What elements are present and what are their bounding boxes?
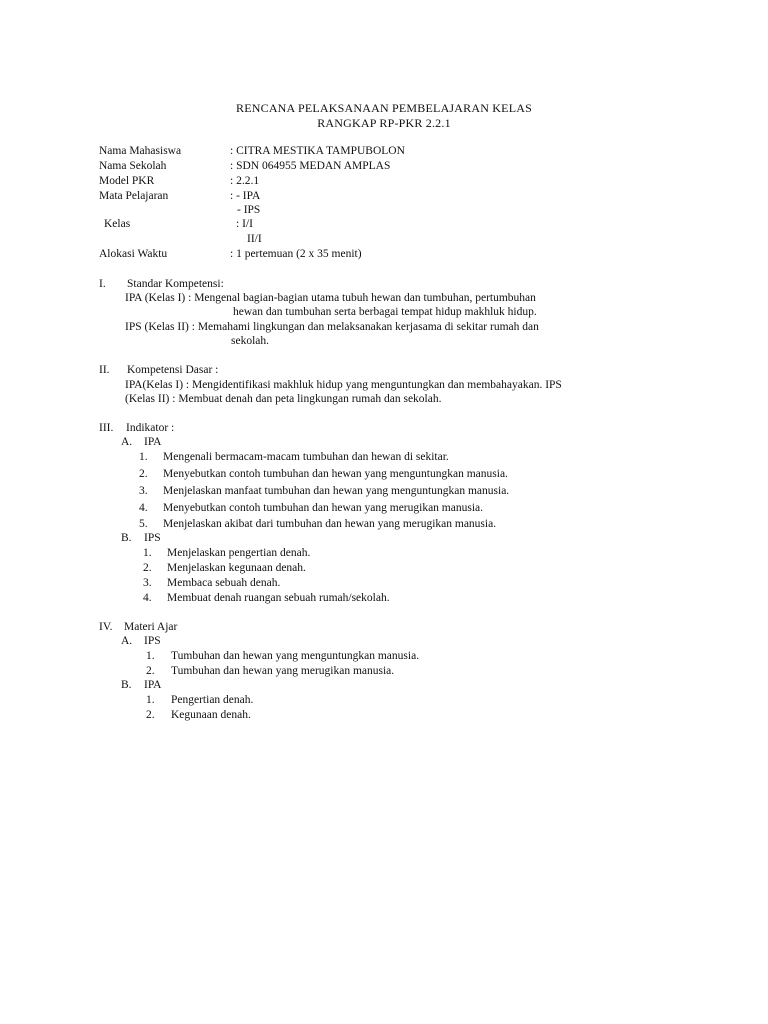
kelas-value-2: II/I <box>247 233 262 245</box>
alokasi-waktu-value: : 1 pertemuan (2 x 35 menit) <box>230 248 362 260</box>
section2-number: II. <box>99 364 110 376</box>
nama-mahasiswa-value: : CITRA MESTIKA TAMPUBOLON <box>230 145 405 157</box>
model-pkr-value: : 2.2.1 <box>230 175 260 187</box>
list-item: Menjelaskan pengertian denah. <box>167 547 311 559</box>
section2-line2: (Kelas II) : Membuat denah dan peta lingkungan rumah dan sekolah. <box>125 393 442 405</box>
list-item-number: 2. <box>143 562 152 574</box>
section4-number: IV. <box>99 621 113 633</box>
list-item: Menjelaskan akibat dari tumbuhan dan hewan yang merugikan manusia. <box>163 518 497 530</box>
model-pkr-label: Model PKR <box>99 175 155 187</box>
kelas-value: : I/I <box>236 218 253 230</box>
document-title-line2: RANGKAP RP-PKR 2.2.1 <box>317 116 451 130</box>
list-item-number: 1. <box>143 547 152 559</box>
list-item: Menjelaskan manfaat tumbuhan dan hewan yang menguntungkan manusia. <box>163 485 510 497</box>
list-item: Pengertian denah. <box>171 694 254 706</box>
list-item: Menyebutkan contoh tumbuhan dan hewan yang merugikan manusia. <box>163 502 484 514</box>
section1-ipa-line1: IPA (Kelas I) : Mengenal bagian-bagian utama tubuh hewan dan tumbuhan, pertumbuhan <box>125 292 536 304</box>
list-item: Menjelaskan kegunaan denah. <box>167 562 306 574</box>
section2-line1: IPA(Kelas I) : Mengidentifikasi makhluk hidup yang menguntungkan dan membahayakan. IPS <box>125 379 562 391</box>
section1-number: I. <box>99 278 106 290</box>
kelas-label: Kelas <box>104 218 131 230</box>
mata-pelajaran-label: Mata Pelajaran <box>99 190 169 202</box>
list-item-number: 3. <box>143 577 152 589</box>
list-item: Kegunaan denah. <box>171 709 251 721</box>
section3-number: III. <box>99 422 114 434</box>
list-item: Menyebutkan contoh tumbuhan dan hewan yang menguntungkan manusia. <box>163 468 508 480</box>
section2-heading: Kompetensi Dasar : <box>127 364 219 376</box>
list-item: Tumbuhan dan hewan yang menguntungkan manusia. <box>171 650 420 662</box>
mata-pelajaran-value-2: - IPS <box>237 204 261 216</box>
nama-sekolah-label: Nama Sekolah <box>99 160 167 172</box>
section4-b-label: IPA <box>144 679 162 691</box>
list-item-number: 2. <box>139 468 148 480</box>
list-item: Tumbuhan dan hewan yang merugikan manusia. <box>171 665 395 677</box>
section4-heading: Materi Ajar <box>124 621 178 633</box>
list-item-number: 2. <box>146 665 155 677</box>
section4-a-label: IPS <box>144 635 161 647</box>
document-title-line1: RENCANA PELAKSANAAN PEMBELAJARAN KELAS <box>236 101 532 115</box>
section4-a-letter: A. <box>121 635 133 647</box>
list-item-number: 4. <box>143 592 152 604</box>
section1-ips-line2: sekolah. <box>231 335 270 347</box>
list-item-number: 2. <box>146 709 155 721</box>
list-item: Mengenali bermacam-macam tumbuhan dan hewan di sekitar. <box>163 451 449 463</box>
list-item-number: 3. <box>139 485 148 497</box>
section4-b-letter: B. <box>121 679 132 691</box>
nama-mahasiswa-label: Nama Mahasiswa <box>99 145 182 157</box>
mata-pelajaran-value: : - IPA <box>230 190 261 202</box>
section3-a-label: IPA <box>144 436 162 448</box>
list-item-number: 5. <box>139 518 148 530</box>
list-item: Membaca sebuah denah. <box>167 577 281 589</box>
section1-heading: Standar Kompetensi: <box>127 278 224 290</box>
section3-b-letter: B. <box>121 532 132 544</box>
list-item-number: 1. <box>139 451 148 463</box>
list-item-number: 1. <box>146 694 155 706</box>
list-item-number: 1. <box>146 650 155 662</box>
section3-a-letter: A. <box>121 436 133 448</box>
nama-sekolah-value: : SDN 064955 MEDAN AMPLAS <box>230 160 391 172</box>
section1-ips-line1: IPS (Kelas II) : Memahami lingkungan dan melaksanakan kerjasama di sekitar rumah dan <box>125 321 539 333</box>
section3-heading: Indikator : <box>126 422 175 434</box>
alokasi-waktu-label: Alokasi Waktu <box>99 248 168 260</box>
section3-b-label: IPS <box>144 532 161 544</box>
list-item: Membuat denah ruangan sebuah rumah/sekolah. <box>167 592 390 604</box>
section1-ipa-line2: hewan dan tumbuhan serta berbagai tempat hidup makhluk hidup. <box>233 306 537 318</box>
list-item-number: 4. <box>139 502 148 514</box>
